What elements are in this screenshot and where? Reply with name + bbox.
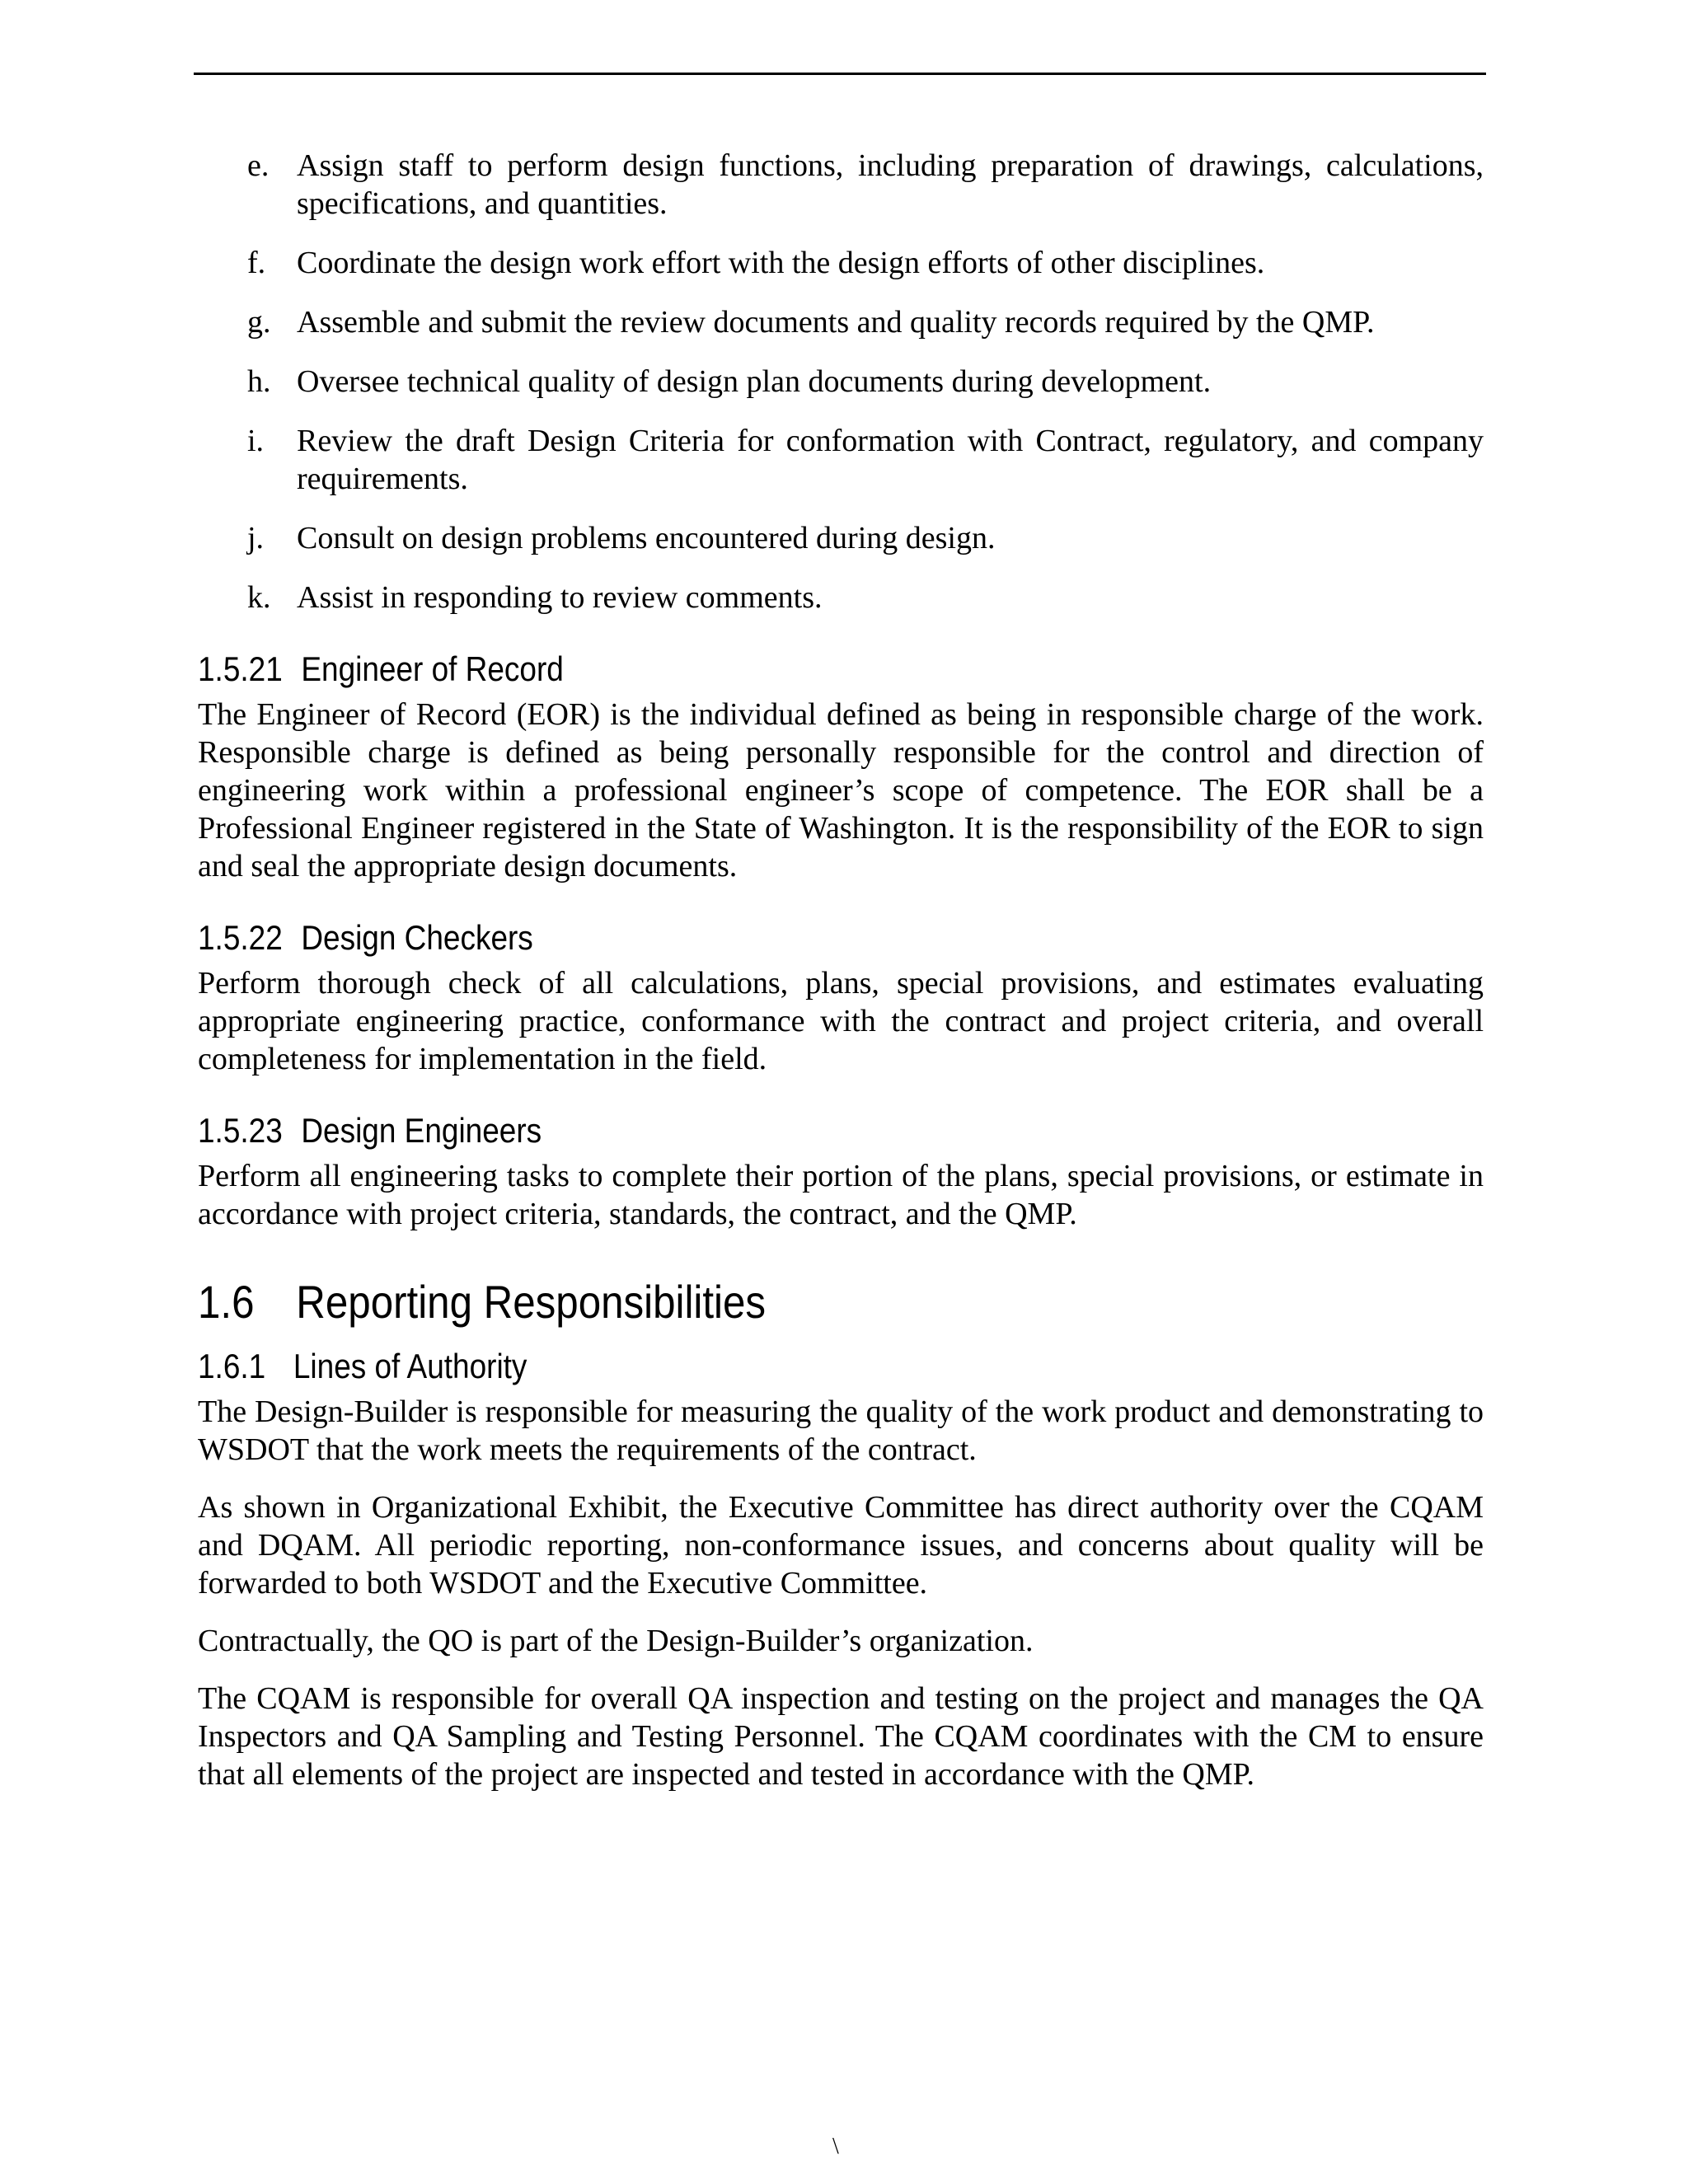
list-item — [198, 244, 1484, 282]
list-item — [198, 422, 1484, 498]
list-item — [198, 579, 1484, 616]
list-item — [198, 363, 1484, 401]
section-heading-1-6 — [198, 1274, 1329, 1330]
section-body: The Engineer of Record (EOR) is the individual defined as being in responsible charge of the work. Responsible charge is defined as being personally responsible for the control and direction of engineering work within a professional engineer’s scope of competence. The EOR shall be a Professional Engineer registered in the State of Washington. It is the responsibility of the EOR to sign and seal the appropriate design documents. — [198, 697, 1484, 883]
section-title: Design Checkers — [301, 918, 533, 957]
section-number: 1.6.1 — [198, 1347, 266, 1385]
header-rule — [194, 73, 1486, 75]
section-paragraph: The CQAM is responsible for overall QA inspection and testing on the project and manages the QA Inspectors and QA Sampling and Testing Personnel. The CQAM coordinates with the CM to ensure that all elements of the project are inspected and tested in accordance with the QMP. — [198, 1681, 1484, 1792]
footer-mark: \ — [832, 2134, 839, 2159]
list-item-text: Assign staff to perform design functions, including preparation of drawings, calculations, specifications, and quantities. — [297, 148, 1484, 221]
list-item-text: Review the draft Design Criteria for conformation with Contract, regulatory, and company requirements. — [297, 424, 1484, 496]
list-marker: j. — [247, 521, 265, 555]
section-title: Reporting Responsibilities — [296, 1276, 767, 1328]
section-body: Perform thorough check of all calculations, plans, special provisions, and estimates evaluating appropriate engineering practice, conformance with the contract and project criteria, and overall completeness for implementation in the field. — [198, 966, 1484, 1076]
list-marker: g. — [247, 305, 271, 340]
list-marker: f. — [247, 246, 266, 280]
list-item-text: Assemble and submit the review documents and quality records required by the QMP. — [297, 305, 1375, 340]
list-marker: h. — [247, 364, 271, 399]
list-marker: i. — [247, 424, 265, 458]
section-number: 1.6 — [198, 1276, 255, 1328]
list-item — [198, 519, 1484, 557]
section-paragraph: Contractually, the QO is part of the Design-Builder’s organization. — [198, 1624, 1034, 1658]
page-content — [198, 147, 1484, 1813]
section-number: 1.5.22 — [198, 918, 283, 957]
list-item-text: Consult on design problems encountered during design. — [297, 521, 996, 555]
list-item — [198, 303, 1484, 341]
section-paragraph: As shown in Organizational Exhibit, the Executive Committee has direct authority over the CQAM and DQAM. All periodic reporting, non-conformance issues, and concerns about quality will be forwarded to both WSDOT and the Executive Committee. — [198, 1490, 1484, 1601]
section-heading-1-5-23 — [198, 1109, 1329, 1152]
list-marker: e. — [247, 148, 270, 183]
list-marker: k. — [247, 580, 271, 615]
section-number: 1.5.23 — [198, 1111, 283, 1150]
section-heading-1-6-1 — [198, 1345, 1329, 1388]
section-title: Design Engineers — [301, 1111, 542, 1150]
list-item-text: Assist in responding to review comments. — [297, 580, 823, 615]
section-paragraph: The Design-Builder is responsible for measuring the quality of the work product and demonstrating to WSDOT that the work meets the requirements of the contract. — [198, 1394, 1484, 1467]
section-title: Lines of Authority — [293, 1347, 528, 1385]
section-body: Perform all engineering tasks to complete their portion of the plans, special provisions, or estimate in accordance with project criteria, standards, the contract, and the QMP. — [198, 1159, 1484, 1231]
section-title: Engineer of Record — [301, 649, 564, 688]
section-heading-1-5-22 — [198, 916, 1329, 959]
section-heading-1-5-21 — [198, 648, 1329, 691]
section-number: 1.5.21 — [198, 649, 283, 688]
list-item — [198, 147, 1484, 223]
list-item-text: Oversee technical quality of design plan documents during development. — [297, 364, 1212, 399]
list-item-text: Coordinate the design work effort with the design efforts of other disciplines. — [297, 246, 1265, 280]
